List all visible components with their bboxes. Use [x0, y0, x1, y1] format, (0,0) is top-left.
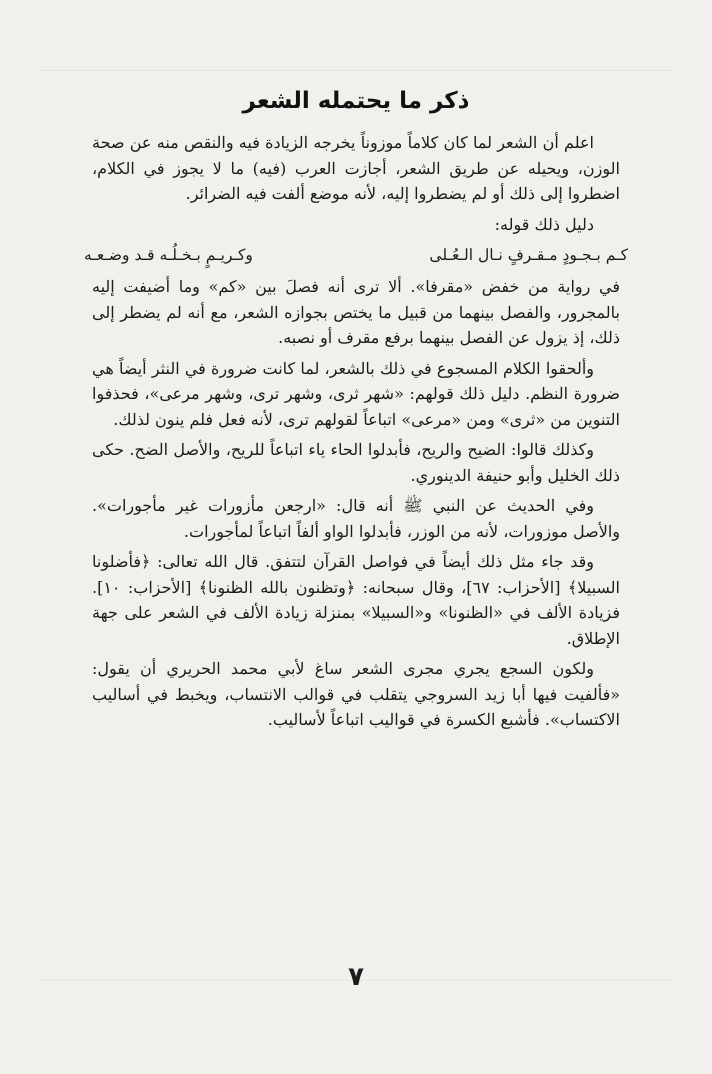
paragraph: وقد جاء مثل ذلك أيضاً في فواصل القرآن لتتفق. قال الله تعالى: ﴿فأضلونا السبيلا﴾ [الأحزاب: ٦٧]، وقال سبحانه: ﴿وتظنون بالله الظنونا﴾ [الأحزاب: ١٠]. فزيادة الألف في «الظنونا» و«السبيلا» بمنزلة زيادة الألف في الشعر على جهة الإطلاق.	[92, 552, 621, 648]
poetry-verse	[84, 242, 628, 268]
paragraph: ولكون السجع يجري مجرى الشعر ساغ لأبي محمد الحريري أن يقول: «فألفيت فيها أبا زيد السروجي يتقلب في قوالب الانتساب، ويخبط في أساليب الاكتساب». فأشبع الكسرة في قواليب اتباعاً لأساليب.	[92, 659, 620, 729]
verse-first-hemistich: كـم بـجـودٍ مـقـرفٍ نـال الـعُـلى	[429, 246, 628, 264]
bleed-through-shadow	[40, 70, 672, 71]
paragraph: وفي الحديث عن النبي ﷺ أنه قال: «ارجعن مأزورات غير مأجورات». والأصل موزورات، لأنه من الوزر، فأبدلوا الواو ألفاً اتباعاً لمأجورات.	[92, 496, 620, 541]
verse-intro: دليل ذلك قوله:	[494, 214, 594, 234]
chapter-title: ذكر ما يحتمله الشعر	[242, 88, 470, 114]
verse-second-hemistich: وكـريـمٍ بـخـلُـه قـد وضـعـه	[84, 246, 253, 264]
paragraph: في رواية من خفض «مقرفا». ألا ترى أنه فصلَ بين «كم» وما أضيفت إليه بالمجرور، والفصل بينهما من قبيل ما يختص بجوازه الشعر، مع أنه لم يضطر إلى ذلك، إذ يزول عن الفصل بينهما برفع مقرف أو نصبه.	[92, 277, 620, 347]
paragraph: وألحقوا الكلام المسجوع في ذلك بالشعر، لما كانت ضرورة في النثر أيضاً هي ضرورة النظم. دليل ذلك قولهم: «شهر ثرى، وشهر ترى، وشهر مرعى»، فحذفوا التنوين من «ثرى» ومن «مرعى» اتباعاً لقولهم ترى، لأنه فعل فلم ينون لذلك.	[92, 358, 620, 429]
page-number: ٧	[348, 962, 364, 992]
book-page	[84, 84, 628, 1024]
paragraph: وكذلك قالوا: الضيح والريح، فأبدلوا الحاء ياء اتباعاً للريح، والأصل الضح. حكى ذلك الخليل وأبو حنيفة الدينوري.	[92, 440, 620, 485]
paragraph: اعلم أن الشعر لما كان كلاماً موزوناً يخرجه الزيادة فيه والنقص منه عن صحة الوزن، ويحيله عن طريق الشعر، أجازت العرب (فيه) ما لا يجوز في الكلام، اضطروا إلى ذلك أو لم يضطروا إليه، لأنه موضع ألفت فيه الضرائر.	[92, 133, 620, 203]
